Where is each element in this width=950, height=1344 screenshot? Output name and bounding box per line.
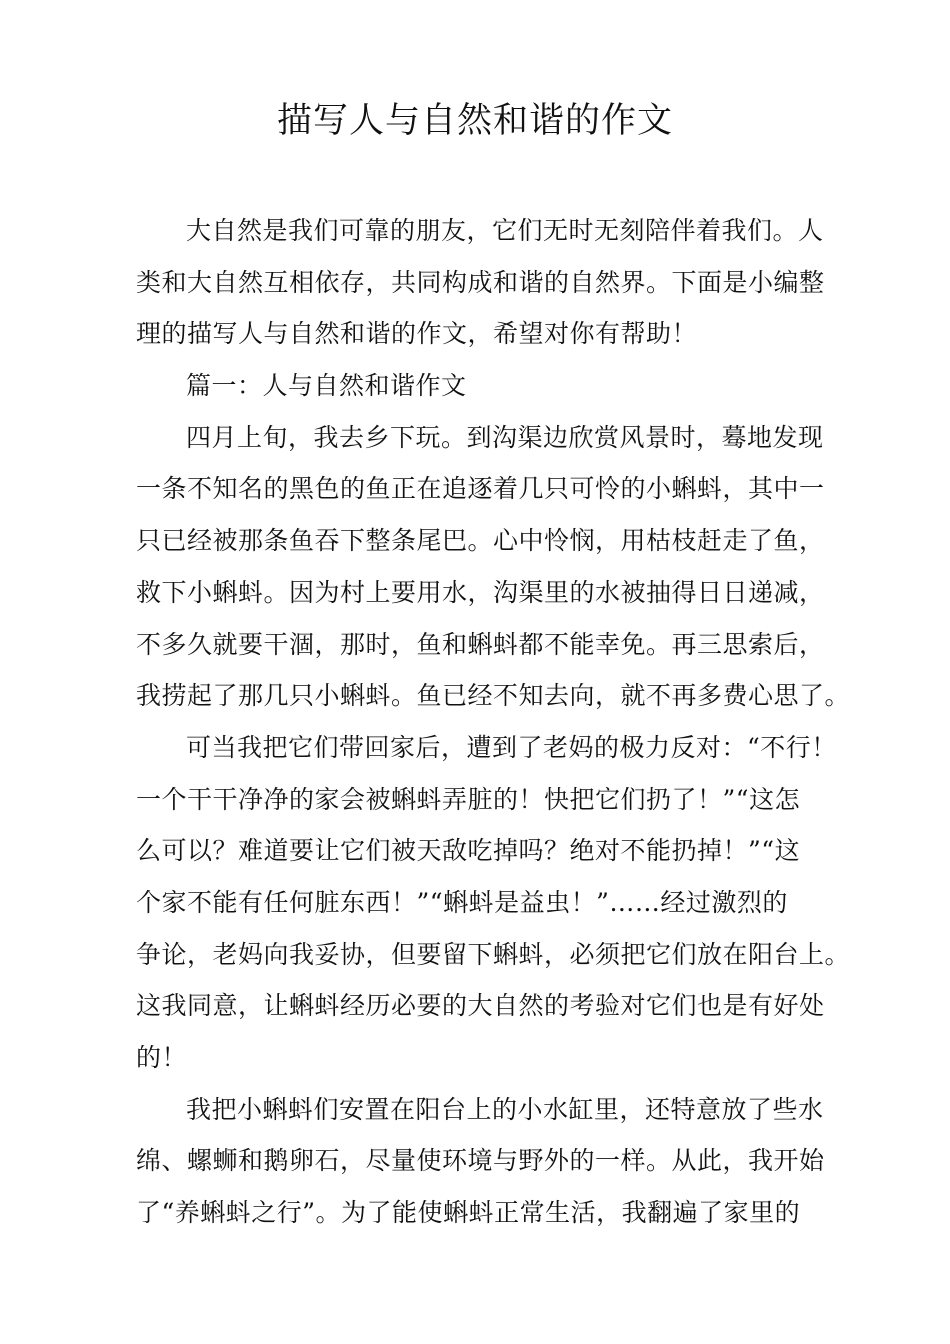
text-line: 类和大自然互相依存，共同构成和谐的自然界。下面是小编整	[136, 267, 825, 297]
text-line: 我把小蝌蚪们安置在阳台上的小水缸里，还特意放了些水	[186, 1094, 824, 1124]
text-line: 么可以？难道要让它们被天敌吃掉吗？绝对不能扔掉！”“这	[136, 836, 801, 866]
text-line: 争论，老妈向我妥协，但要留下蝌蚪，必须把它们放在阳台上。	[136, 939, 851, 969]
text-line: 了“养蝌蚪之行”。为了能使蝌蚪正常生活，我翻遍了家里的	[136, 1198, 801, 1228]
text-line: 一条不知名的黑色的鱼正在追逐着几只可怜的小蝌蚪，其中一	[136, 474, 825, 504]
text-line: 个家不能有任何脏东西！”“蝌蚪是益虫！”……经过激烈的	[136, 887, 788, 917]
text-line: 一个干干净净的家会被蝌蚪弄脏的！快把它们扔了！”“这怎	[136, 784, 801, 814]
text-line: 四月上旬，我去乡下玩。到沟渠边欣赏风景时，蓦地发现	[186, 422, 824, 452]
text-line: 绵、螺蛳和鹅卵石，尽量使环境与野外的一样。从此，我开始	[136, 1146, 825, 1176]
text-line: 可当我把它们带回家后，遭到了老妈的极力反对：“不行！	[186, 732, 837, 762]
text-line: 只已经被那条鱼吞下整条尾巴。心中怜悯，用枯枝赶走了鱼，	[136, 526, 825, 556]
text-line: 大自然是我们可靠的朋友，它们无时无刻陪伴着我们。人	[186, 216, 824, 245]
section-heading: 篇一：人与自然和谐作文	[186, 371, 467, 401]
text-line: 的！	[136, 1043, 188, 1072]
document-title: 描写人与自然和谐的作文	[276, 101, 673, 141]
text-line: 我捞起了那几只小蝌蚪。鱼已经不知去向，就不再多费心思了。	[136, 681, 851, 711]
text-line: 理的描写人与自然和谐的作文，希望对你有帮助！	[136, 319, 698, 349]
document-body	[136, 205, 851, 1239]
text-line: 这我同意，让蝌蚪经历必要的大自然的考验对它们也是有好处	[136, 991, 825, 1021]
text-line: 救下小蝌蚪。因为村上要用水，沟渠里的水被抽得日日递减，	[136, 577, 825, 607]
text-line: 不多久就要干涸，那时，鱼和蝌蚪都不能幸免。再三思索后，	[136, 629, 825, 659]
